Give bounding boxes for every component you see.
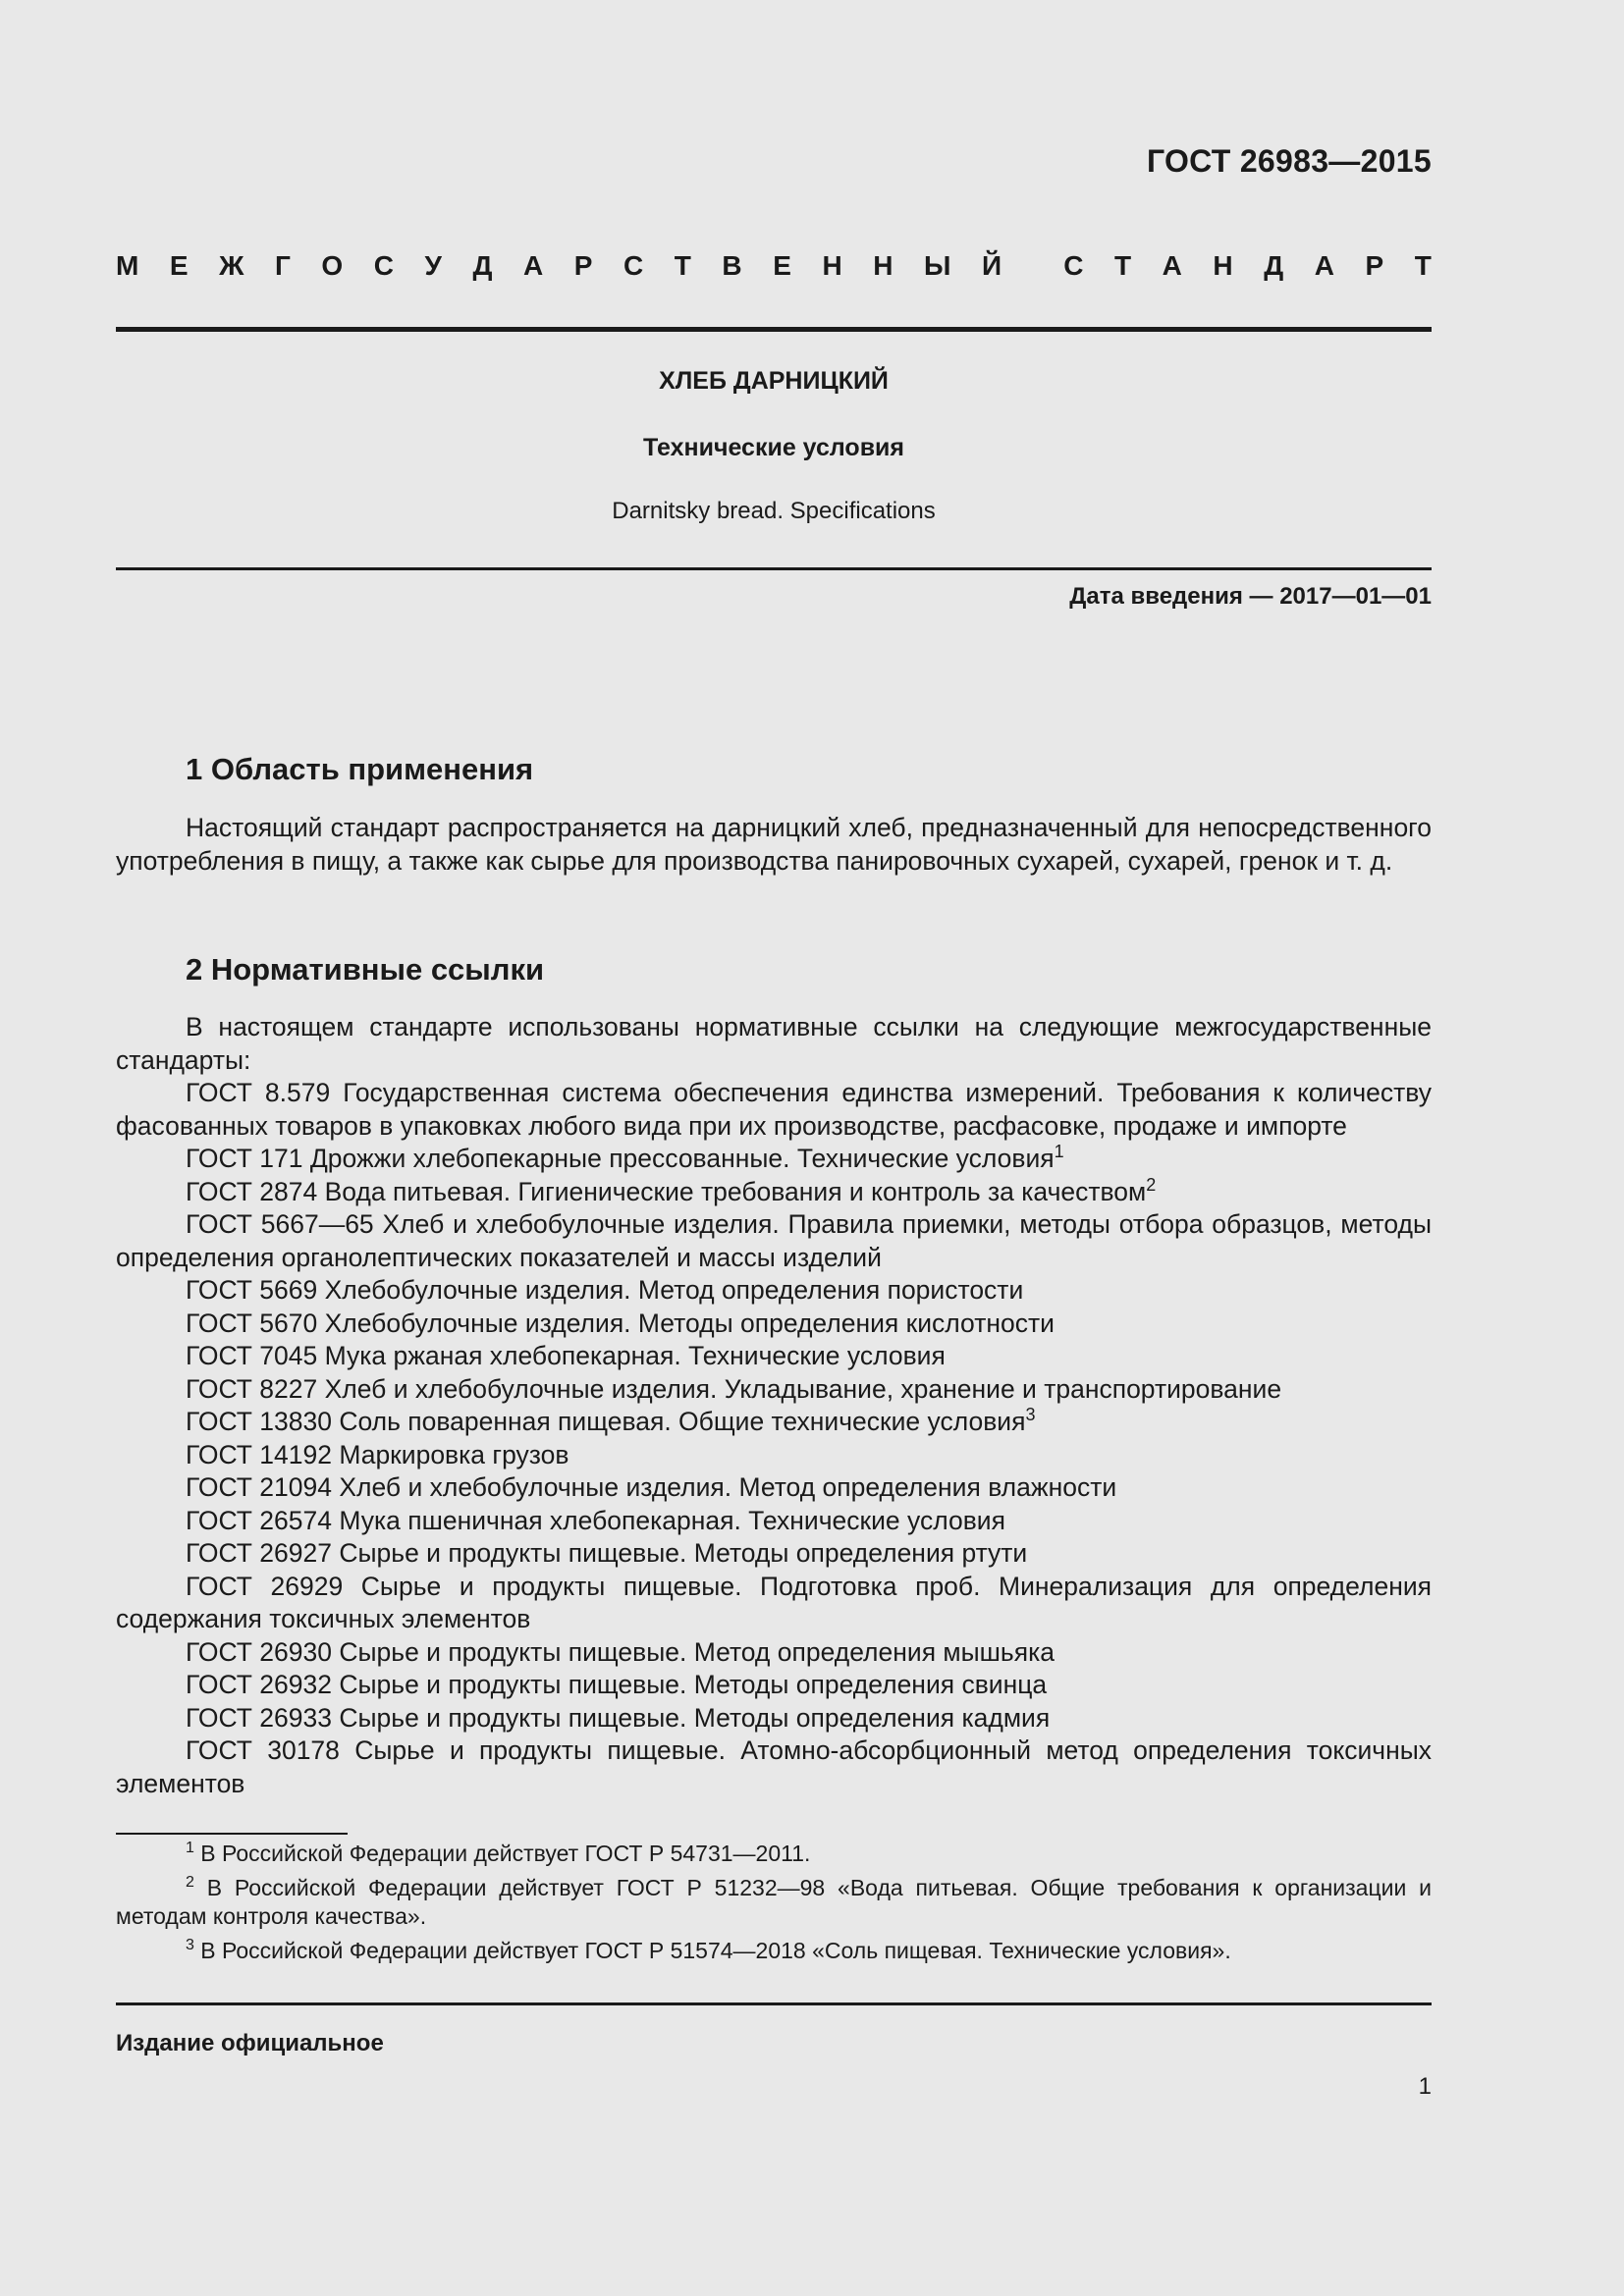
heading-letter: М xyxy=(116,250,139,281)
footer-divider xyxy=(116,2002,1432,2005)
reference-item: ГОСТ 7045 Мука ржаная хлебопекарная. Технические условия xyxy=(186,1341,946,1370)
reference-item: ГОСТ 2874 Вода питьевая. Гигиенические требования и контроль за качеством$^2$ xyxy=(186,1174,1157,1206)
reference-item: ГОСТ 26930 Сырье и продукты пищевые. Метод определения мышьяка xyxy=(186,1636,1056,1667)
section-2-heading: 2 Нормативные ссылки xyxy=(186,952,545,987)
footnote-mark: 2 xyxy=(1146,1174,1157,1195)
reference-item: ГОСТ 5670 Хлебобулочные изделия. Методы определения кислотности xyxy=(186,1308,1055,1338)
footnote: $^1$ В Российской Федерации действует ГОСТ Р 54731—2011. xyxy=(186,1840,811,1866)
heading-letter: С xyxy=(373,250,394,281)
reference-item: ГОСТ 171 Дрожжи хлебопекарные прессованные. Технические условия$^1$ xyxy=(186,1142,1064,1173)
heading-letter: А xyxy=(522,250,544,281)
official-edition-label: Издание официальное xyxy=(116,2030,384,2056)
reference-item: ГОСТ 26927 Сырье и продукты пищевые. Методы определения ртути xyxy=(186,1538,1028,1568)
section-1-body xyxy=(116,812,1432,878)
page-number: 1 xyxy=(1418,2073,1432,2100)
heading-letter: С xyxy=(1063,250,1084,281)
heading-letter: Н xyxy=(822,250,842,281)
reference-item: ГОСТ 21094 Хлеб и хлебобулочные изделия. Метод определения влажности xyxy=(186,1472,1117,1502)
footnote-mark: 1 xyxy=(1054,1142,1064,1161)
reference-item: ГОСТ 26933 Сырье и продукты пищевые. Методы определения кадмия xyxy=(186,1702,1051,1733)
section-1-paragraph: Настоящий стандарт распространяется на дарницкий хлеб, предназначенный для непосредственного употребления в пищу, а также как сырье для производства панировочных сухарей, сухарей, гренок и т. д. xyxy=(116,813,1432,876)
english-title: Darnitsky bread. Specifications xyxy=(612,498,936,524)
footnote: $^2$ В Российской Федерации действует ГОСТ Р 51232—98 «Вода питьевая. Общие требования к организации и методам контроля качества». xyxy=(116,1874,1432,1929)
section-2-intro: В настоящем стандарте использованы нормативные ссылки на следующие межгосударственные стандарты: xyxy=(116,1012,1432,1075)
footnote-mark: 3 xyxy=(1025,1405,1036,1424)
title-divider xyxy=(116,567,1432,570)
reference-item: ГОСТ 5667—65 Хлеб и хлебобулочные изделия. Правила приемки, методы отбора образцов, методы определения органолептических показателей и массы изделий xyxy=(116,1209,1432,1272)
introduction-date: Дата введения — 2017—01—01 xyxy=(1069,583,1432,610)
section-2-body xyxy=(116,1011,1432,1800)
heading-letter: Д xyxy=(472,250,493,281)
reference-item: ГОСТ 8227 Хлеб и хлебобулочные изделия. Укладывание, хранение и транспортирование xyxy=(186,1373,1282,1404)
heading-letter: С xyxy=(623,250,644,281)
footnotes xyxy=(116,1840,1432,1971)
standard-code: ГОСТ 26983—2015 xyxy=(1146,143,1432,179)
heading-letter: Т xyxy=(1414,250,1432,281)
reference-item: ГОСТ 30178 Сырье и продукты пищевые. Атомно-абсорбционный метод определения токсичных элементов xyxy=(116,1735,1432,1798)
interstate-standard-heading xyxy=(116,250,1432,282)
header-divider xyxy=(116,327,1432,332)
heading-letter: Н xyxy=(1213,250,1233,281)
heading-letter: Е xyxy=(773,250,791,281)
heading-letter: Г xyxy=(274,250,291,281)
heading-letter: Р xyxy=(1365,250,1384,281)
reference-item: ГОСТ 13830 Соль поваренная пищевая. Общие технические условия$^3$ xyxy=(186,1405,1036,1436)
heading-letter: Ы xyxy=(924,250,951,281)
heading-letter: Т xyxy=(674,250,691,281)
heading-letter: В xyxy=(722,250,742,281)
heading-letter: Е xyxy=(169,250,189,281)
footnote: $^3$ В Российской Федерации действует ГОСТ Р 51574—2018 «Соль пищевая. Технические условия». xyxy=(186,1937,1231,1963)
heading-letter: А xyxy=(1314,250,1334,281)
heading-letter: А xyxy=(1162,250,1182,281)
section-1-heading: 1 Область применения xyxy=(186,752,534,786)
document-title: ХЛЕБ ДАРНИЦКИЙ xyxy=(659,367,889,395)
footnote-separator xyxy=(116,1833,348,1835)
heading-letter: Р xyxy=(573,250,593,281)
reference-item: ГОСТ 14192 Маркировка грузов xyxy=(186,1439,569,1469)
document-subtitle: Технические условия xyxy=(642,434,905,461)
reference-item: ГОСТ 5669 Хлебобулочные изделия. Метод определения пористости xyxy=(186,1275,1024,1305)
reference-item: ГОСТ 26929 Сырье и продукты пищевые. Подготовка проб. Минерализация для определения содержания токсичных элементов xyxy=(116,1571,1432,1633)
heading-letter: Й xyxy=(981,250,1002,281)
reference-item: ГОСТ 26932 Сырье и продукты пищевые. Методы определения свинца xyxy=(186,1670,1048,1699)
heading-letter: Т xyxy=(1113,250,1132,281)
heading-letter: О xyxy=(321,250,344,281)
reference-item: ГОСТ 26574 Мука пшеничная хлебопекарная. Технические условия xyxy=(186,1505,1005,1535)
heading-letter: Ж xyxy=(219,250,244,281)
reference-item: ГОСТ 8.579 Государственная система обеспечения единства измерений. Требования к количеству фасованных товаров в упаковках любого вида при их производстве, расфасовке, продаже и импорте xyxy=(116,1078,1432,1141)
heading-letter: Н xyxy=(873,250,893,281)
heading-letter: У xyxy=(424,250,442,281)
heading-letter: Д xyxy=(1264,250,1284,281)
